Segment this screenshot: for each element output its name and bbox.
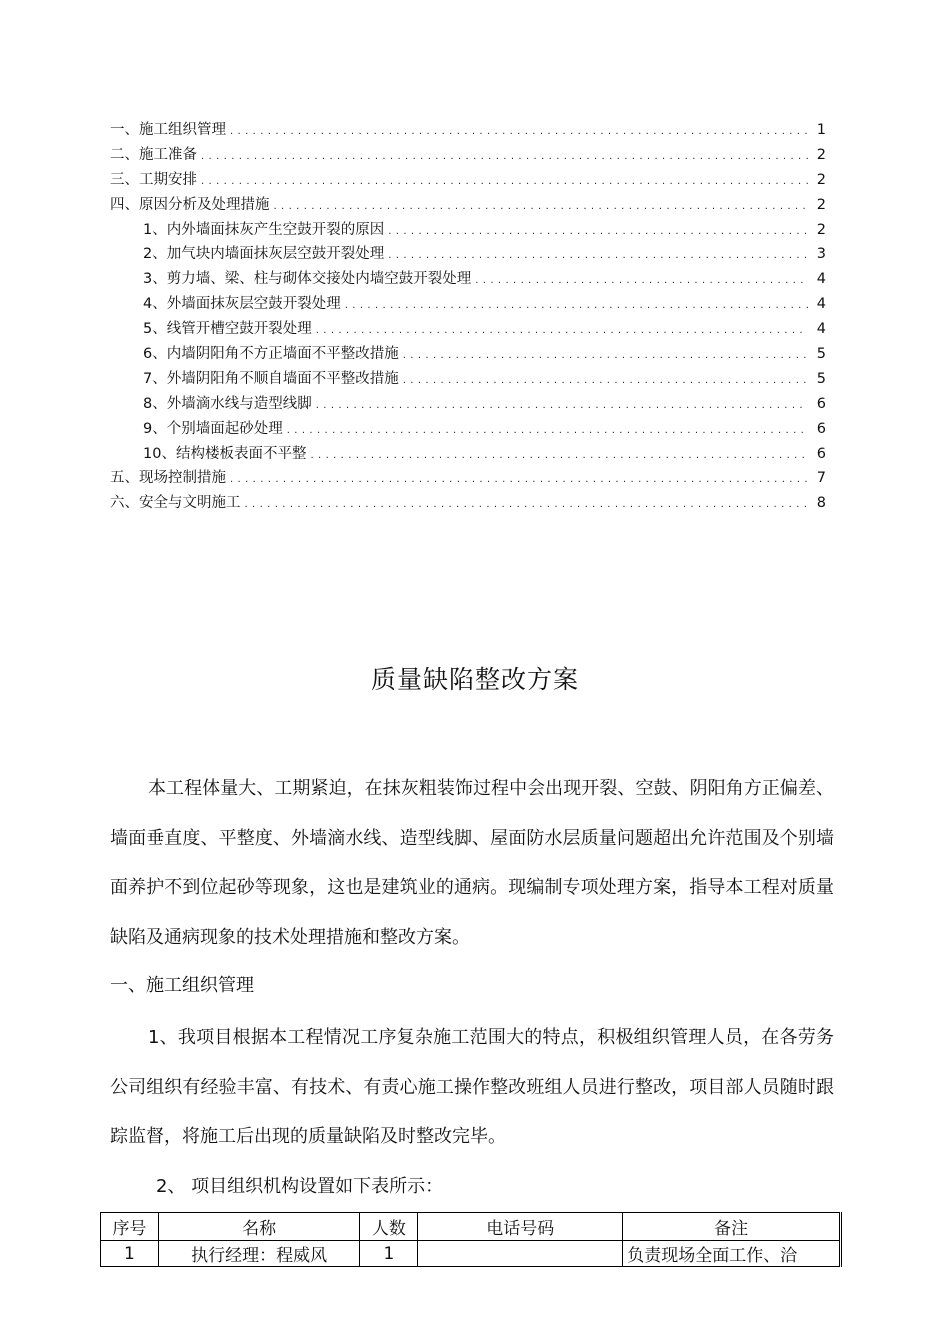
table-header-row: [101, 1213, 841, 1241]
toc-leader-dots: [316, 392, 808, 419]
toc-entry-title: 三、工期安排: [110, 171, 197, 188]
toc-entry[interactable]: [110, 466, 834, 491]
table-cell: [418, 1241, 623, 1267]
section-paragraph-2: 2、 项目组织机构设置如下表所示：: [156, 1176, 444, 1197]
toc-entry-page: 4: [816, 296, 826, 313]
toc-entry-page: 1: [816, 122, 826, 138]
toc-entry[interactable]: [110, 491, 834, 516]
header-cell: 电话号码: [418, 1213, 623, 1241]
toc-entry[interactable]: [110, 442, 834, 467]
toc-leader-dots: [388, 218, 808, 245]
header-cell: 序号: [101, 1213, 159, 1241]
toc-leader-dots: [230, 466, 808, 493]
toc-leader-dots: [201, 168, 808, 195]
toc-leader-dots: [274, 193, 809, 220]
toc-entry-title: 一、施工组织管理: [110, 122, 226, 138]
toc-entry-page: 5: [816, 346, 826, 363]
toc-entry[interactable]: [110, 218, 834, 243]
toc-entry-page: 2: [816, 171, 826, 188]
table-cell: 负责现场全面工作、洽: [623, 1241, 841, 1267]
toc-entry[interactable]: [110, 242, 834, 267]
toc-entry-title: 8、外墙滴水线与造型线脚: [143, 395, 312, 412]
toc-leader-dots: [403, 367, 808, 394]
toc-entry-title: 五、现场控制措施: [110, 470, 226, 487]
toc-leader-dots: [316, 317, 808, 344]
toc-entry-page: 2: [816, 196, 826, 213]
toc-entry-title: 9、个别墙面起砂处理: [143, 420, 283, 437]
toc-leader-dots: [388, 242, 808, 269]
section-paragraph-1: 1、我项目根据本工程情况工序复杂施工范围大的特点，积极组织管理人员，在各劳务公司组织有经验丰富、有技术、有责心施工操作整改班组人员进行整改，项目部人员随时跟踪监督，将施工后出现的质量缺陷及时整改完毕。: [110, 1027, 834, 1147]
toc-leader-dots: [230, 118, 808, 145]
toc-entry-page: 7: [816, 470, 826, 487]
toc-entry-title: 四、原因分析及处理措施: [110, 196, 270, 213]
toc-leader-dots: [245, 491, 809, 518]
header-cell: 人数: [360, 1213, 418, 1241]
organization-table: [100, 1212, 842, 1267]
toc-entry-page: 5: [816, 370, 826, 387]
toc-entry[interactable]: [110, 267, 834, 292]
table-of-contents: [110, 118, 834, 516]
toc-entry-page: 8: [816, 495, 826, 512]
toc-entry-page: 3: [816, 246, 826, 263]
page-title: 质量缺陷整改方案: [370, 665, 579, 694]
header-cell: 备注: [623, 1213, 841, 1241]
toc-entry-title: 1、内外墙面抹灰产生空鼓开裂的原因: [143, 221, 385, 238]
toc-entry-title: 7、外墙阴阳角不顺自墙面不平整改措施: [143, 370, 399, 387]
toc-entry[interactable]: [110, 317, 834, 342]
toc-entry[interactable]: [110, 193, 834, 218]
table-row: [101, 1241, 841, 1267]
header-cell: 名称: [158, 1213, 360, 1241]
toc-entry-title: 二、施工准备: [110, 146, 197, 163]
toc-entry-title: 4、外墙面抹灰层空鼓开裂处理: [143, 296, 341, 313]
toc-entry-page: 4: [816, 321, 826, 338]
toc-entry-title: 2、加气块内墙面抹灰层空鼓开裂处理: [143, 246, 385, 263]
toc-entry-page: 2: [816, 146, 826, 163]
toc-entry[interactable]: [110, 168, 834, 193]
toc-entry[interactable]: [110, 118, 834, 143]
toc-entry-title: 六、安全与文明施工: [110, 495, 241, 512]
toc-entry-page: 4: [816, 271, 826, 288]
toc-leader-dots: [403, 342, 808, 369]
section-heading-organization: 一、施工组织管理: [110, 975, 254, 996]
toc-entry-title: 5、线管开槽空鼓开裂处理: [143, 321, 312, 338]
toc-entry[interactable]: [110, 143, 834, 168]
toc-entry-title: 3、剪力墙、梁、柱与砌体交接处内墙空鼓开裂处理: [143, 271, 472, 288]
toc-entry[interactable]: [110, 292, 834, 317]
toc-entry[interactable]: [110, 417, 834, 442]
toc-entry-title: 6、内墙阴阳角不方正墙面不平整改措施: [143, 346, 399, 363]
toc-leader-dots: [310, 442, 808, 469]
toc-leader-dots: [201, 143, 808, 170]
toc-entry-page: 2: [816, 221, 826, 238]
toc-entry-page: 6: [816, 420, 826, 437]
table-cell: 1: [360, 1241, 418, 1267]
toc-leader-dots: [475, 267, 808, 294]
table-cell: 执行经理：程威风: [158, 1241, 360, 1267]
toc-leader-dots: [287, 417, 808, 444]
toc-entry-page: 6: [816, 395, 826, 412]
intro-paragraph: 本工程体量大、工期紧迫，在抹灰粗装饰过程中会出现开裂、空鼓、阴阳角方正偏差、墙面垂直度、平整度、外墙滴水线、造型线脚、屋面防水层质量问题超出允许范围及个别墙面养护不到位起砂等现象，这也是建筑业的通病。现编制专项处理方案，指导本工程对质量缺陷及通病现象的技术处理措施和整改方案。: [110, 778, 834, 948]
toc-entry[interactable]: [110, 342, 834, 367]
toc-entry-title: 10、结构楼板表面不平整: [143, 445, 307, 462]
table-cell: 1: [101, 1241, 159, 1267]
toc-entry-page: 6: [816, 445, 826, 462]
toc-entry[interactable]: [110, 367, 834, 392]
toc-entry[interactable]: [110, 392, 834, 417]
toc-leader-dots: [345, 292, 808, 319]
